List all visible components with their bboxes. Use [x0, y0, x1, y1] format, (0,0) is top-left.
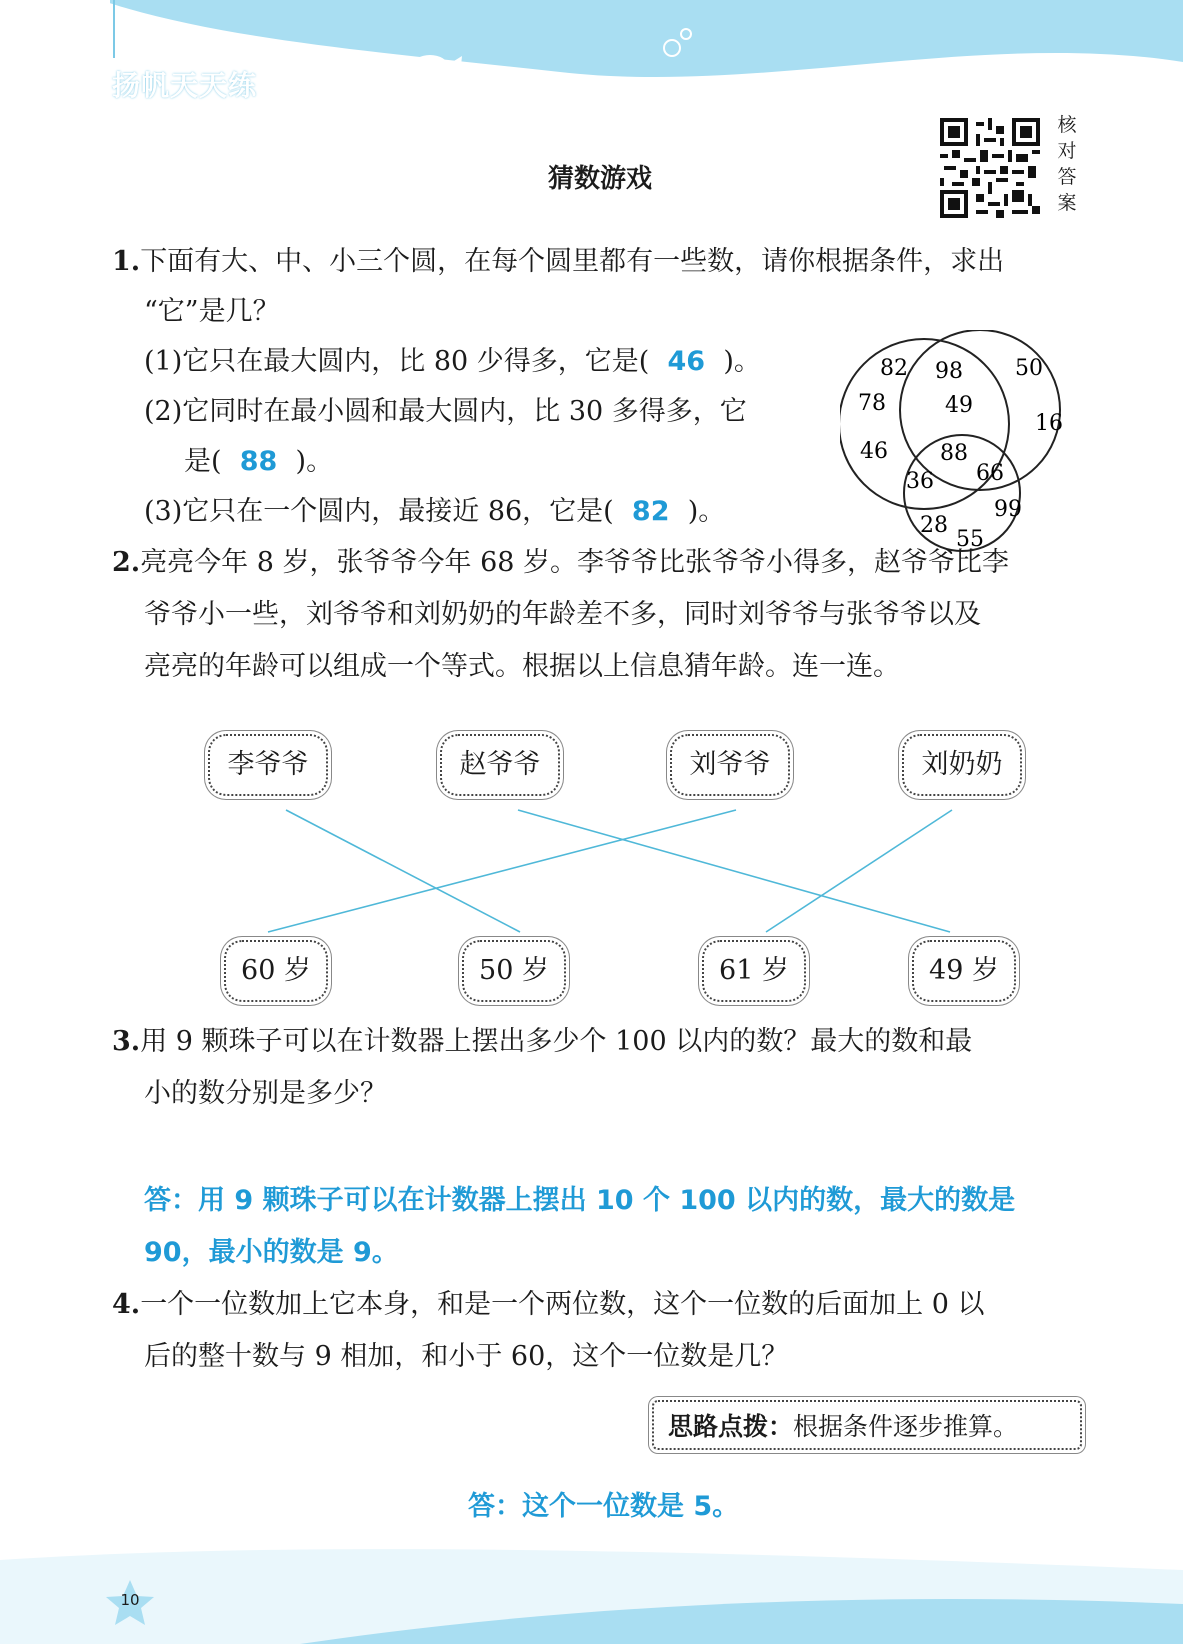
- q3-answer-line1: 答：用 9 颗珠子可以在计数器上摆出 10 个 100 以内的数，最大的数是: [144, 1185, 1016, 1216]
- q4-line2: 后的整十数与 9 相加，和小于 60，这个一位数是几？: [144, 1341, 789, 1372]
- q2-line1: 2.亮亮今年 8 岁，张爷爷今年 68 岁。李爷爷比张爷爷小得多，赵爷爷比李: [112, 547, 1010, 578]
- q1-sub2-line2: 是( 88 )。: [184, 444, 333, 480]
- match-line-liu-grandma-61: [766, 810, 952, 932]
- q3-answer-line2: 90，最小的数是 9。: [144, 1237, 399, 1268]
- match-line-liu-grandpa-60: [268, 810, 736, 932]
- q1-sub3-answer: 82: [631, 496, 670, 527]
- age-box-61[interactable]: 61 岁: [702, 940, 806, 1002]
- venn-num: 36: [906, 469, 934, 494]
- q1-sub2-line1: (2)它同时在最小圆和最大圆内，比 30 多得多，它: [144, 396, 747, 427]
- match-line-zhao-49: [518, 810, 950, 932]
- venn-num: 49: [945, 393, 973, 418]
- venn-num: 50: [1015, 356, 1043, 381]
- q1-sub1: (1)它只在最大圆内，比 80 少得多，它是( 46 )。: [144, 344, 761, 380]
- venn-num: 46: [860, 439, 888, 464]
- venn-num: 82: [880, 356, 908, 381]
- venn-num: 55: [956, 527, 984, 552]
- hint-text: 根据条件逐步推算。: [793, 1412, 1019, 1441]
- q4-line1: 4.一个一位数加上它本身，和是一个两位数，这个一位数的后面加上 0 以: [112, 1289, 985, 1320]
- age-box-50[interactable]: 50 岁: [462, 940, 566, 1002]
- page-number: 10: [120, 1591, 140, 1609]
- venn-num: 78: [858, 391, 886, 416]
- q2-line3: 亮亮的年龄可以组成一个等式。根据以上信息猜年龄。连一连。: [144, 651, 900, 682]
- match-line-li-50: [286, 810, 520, 932]
- venn-num: 88: [940, 441, 968, 466]
- qr-code-icon[interactable]: [940, 118, 1040, 218]
- qr-label: 核 对 答 案: [1057, 114, 1077, 214]
- q1-line1: 1.下面有大、中、小三个圆，在每个圆里都有一些数，请你根据条件，求出: [112, 246, 1005, 277]
- person-box-zhao[interactable]: 赵爷爷: [440, 734, 560, 796]
- venn-num: 16: [1035, 411, 1063, 436]
- venn-num: 98: [935, 359, 963, 384]
- q1-sub3: (3)它只在一个圆内，最接近 86，它是( 82 )。: [144, 494, 725, 530]
- person-box-liu-grandma[interactable]: 刘奶奶: [902, 734, 1022, 796]
- venn-diagram: [840, 330, 1080, 560]
- age-box-49[interactable]: 49 岁: [912, 940, 1016, 1002]
- hint-box: [652, 1400, 1082, 1450]
- person-box-liu-grandpa[interactable]: 刘爷爷: [670, 734, 790, 796]
- q4-answer: 答：这个一位数是 5。: [468, 1491, 740, 1522]
- q1-line2: “它”是几？: [144, 296, 280, 327]
- q1-sub1-answer: 46: [667, 346, 706, 377]
- venn-num: 66: [976, 461, 1004, 486]
- q2-line2: 爷爷小一些，刘爷爷和刘奶奶的年龄差不多，同时刘爷爷与张爷爷以及: [144, 599, 981, 630]
- q3-line1: 3.用 9 颗珠子可以在计数器上摆出多少个 100 以内的数？最大的数和最: [112, 1026, 973, 1057]
- age-box-60[interactable]: 60 岁: [224, 940, 328, 1002]
- q3-line2: 小的数分别是多少？: [144, 1078, 387, 1109]
- person-box-li[interactable]: 李爷爷: [208, 734, 328, 796]
- q1-sub2-answer: 88: [239, 446, 278, 477]
- fish-icon: [998, 57, 1060, 83]
- page-title: 猜数游戏: [547, 164, 652, 194]
- footer-band: [0, 1540, 1183, 1644]
- venn-num: 99: [994, 497, 1022, 522]
- brand-logo: 扬帆天天练: [112, 69, 258, 102]
- connection-lines: [0, 800, 1183, 940]
- hint-label: 思路点拨：: [668, 1412, 794, 1441]
- venn-num: 28: [920, 513, 948, 538]
